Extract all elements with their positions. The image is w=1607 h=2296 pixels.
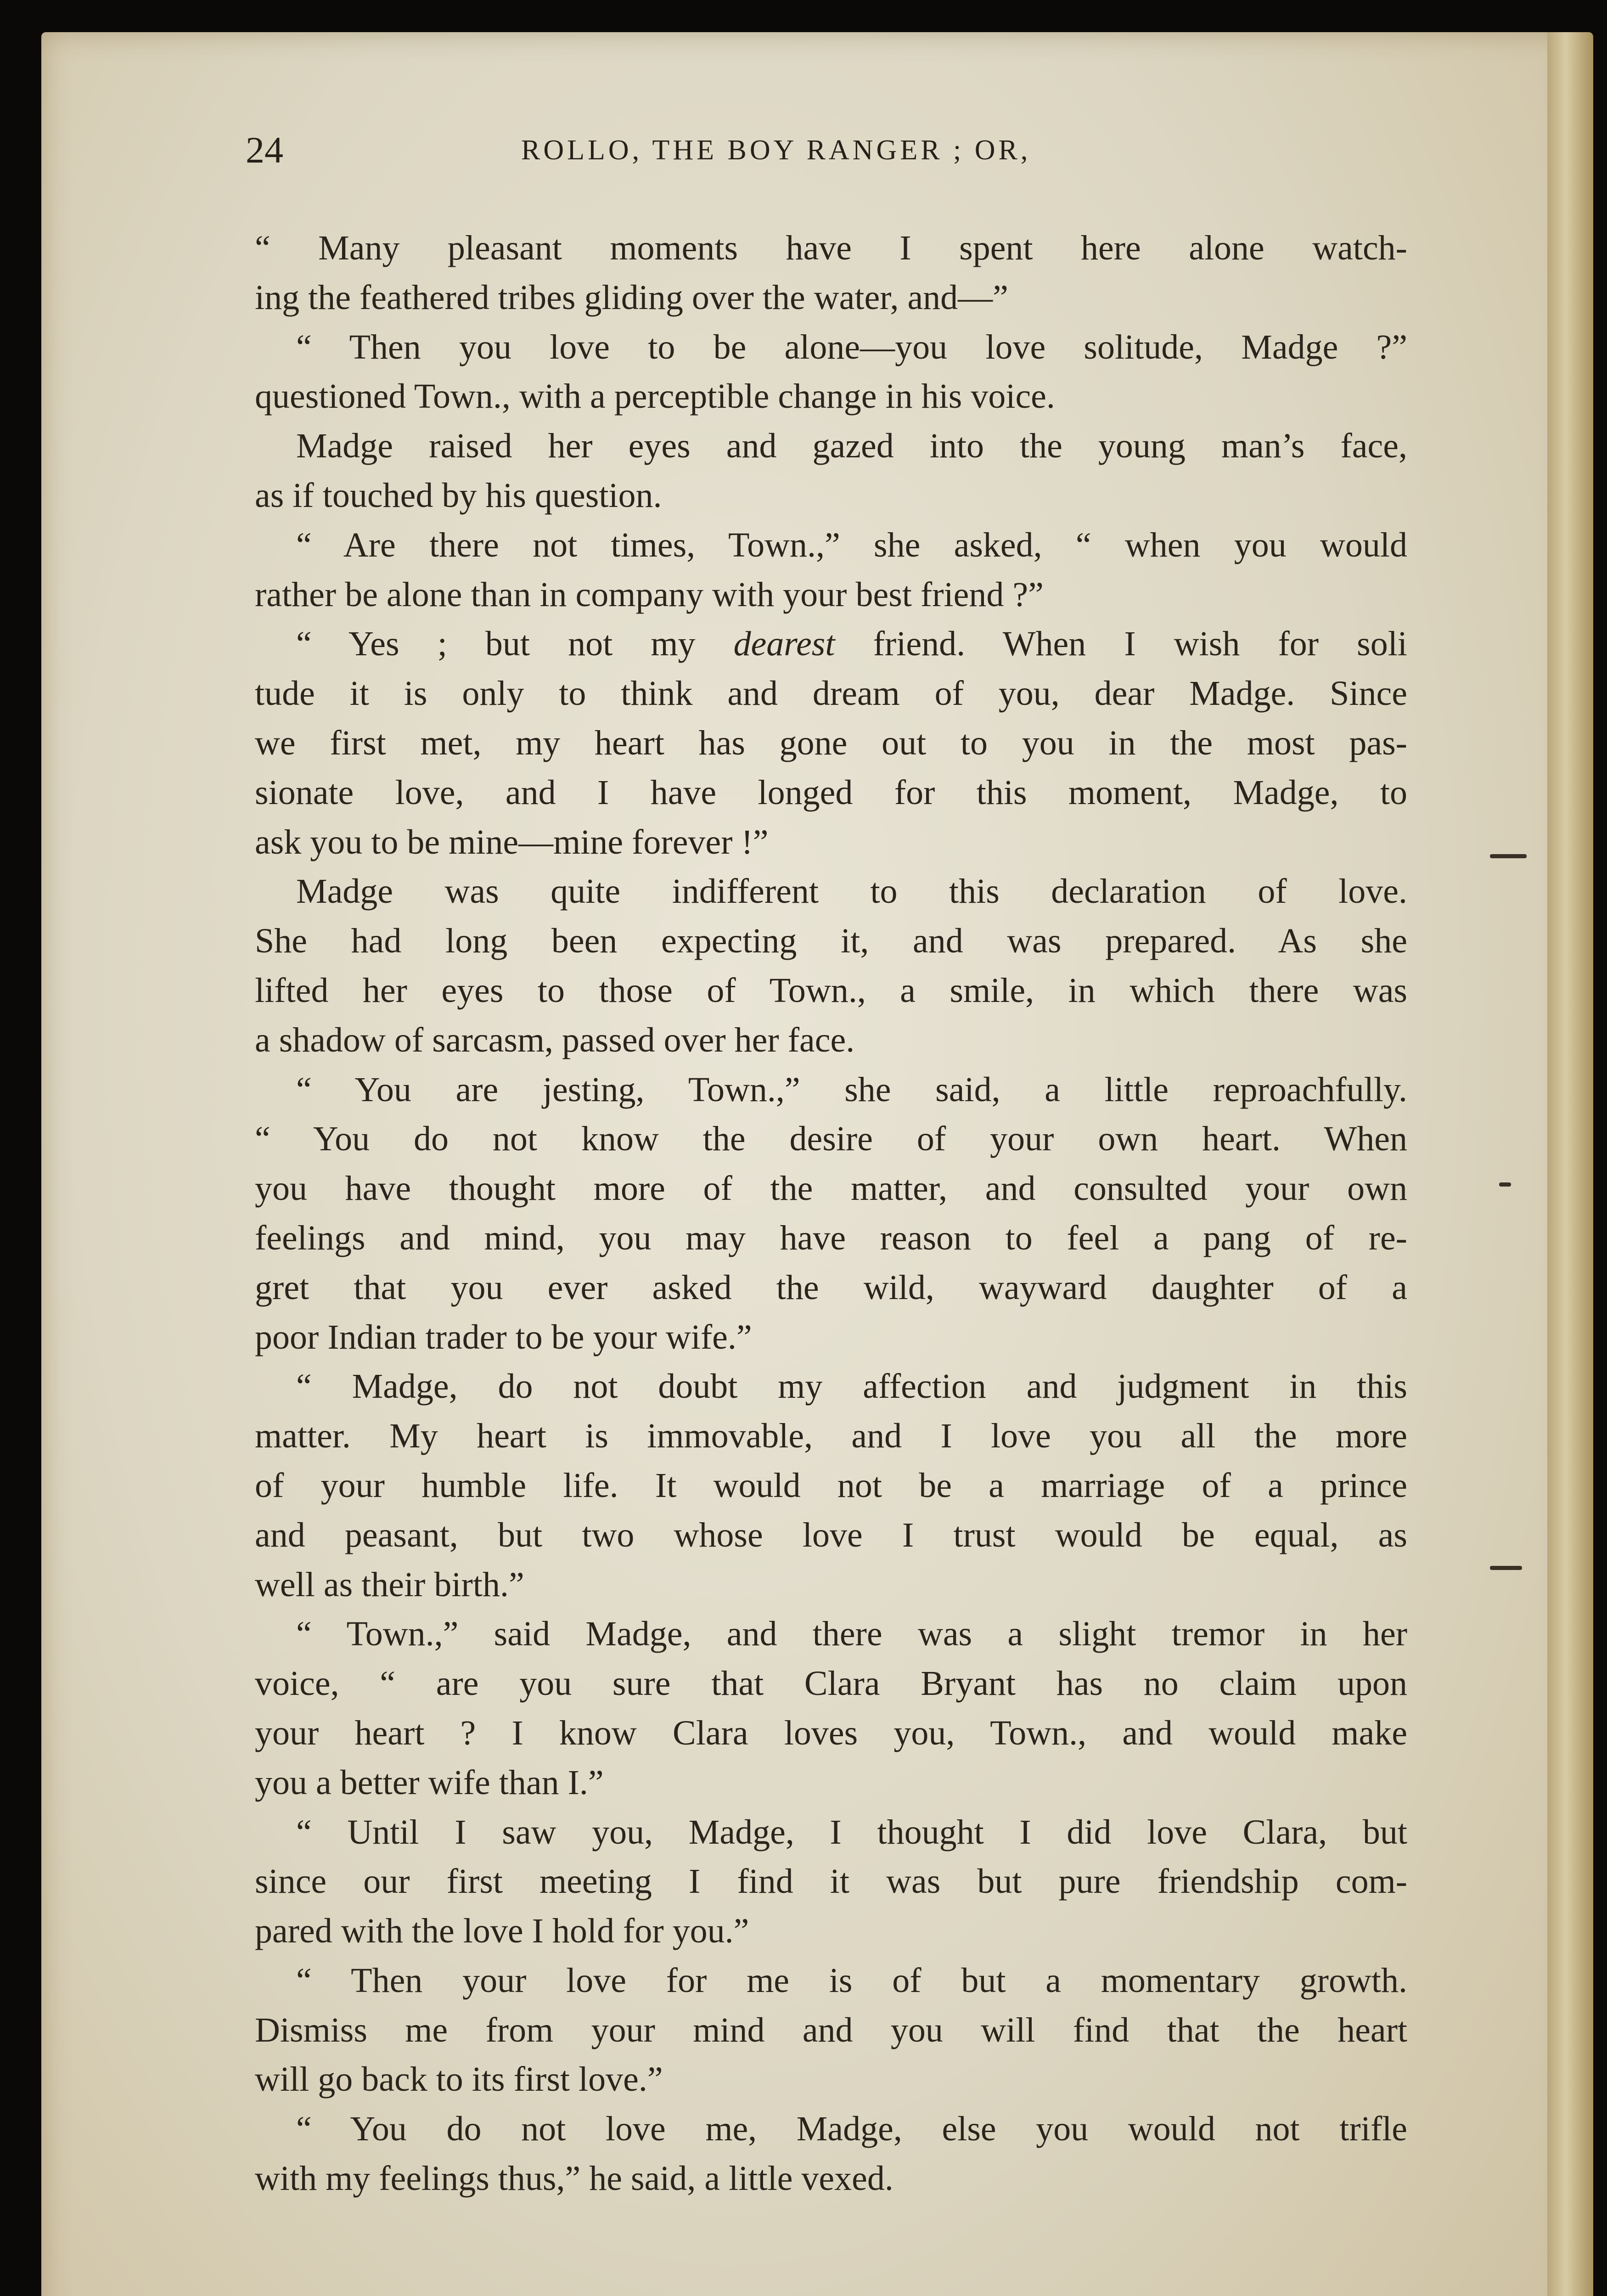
- body-text: [255, 224, 1407, 2204]
- text-line: well as their birth.”: [255, 1565, 524, 1604]
- emphasized-word: dearest: [733, 625, 835, 664]
- margin-mark: [1499, 1182, 1511, 1187]
- text-line: you have thought more of the matter, and consulted your own: [255, 1169, 1407, 1208]
- text-line: “ Yes ; but not my dearest friend. When I wish for soli: [296, 625, 1407, 664]
- text-line: and peasant, but two whose love I trust would be equal, as: [255, 1515, 1407, 1554]
- text-line: we first met, my heart has gone out to you in the most pas-: [255, 723, 1407, 762]
- text-line: as if touched by his question.: [255, 476, 662, 515]
- text-line: “ Then you love to be alone—you love solitude, Madge ?”: [296, 327, 1407, 366]
- text-line: matter. My heart is immovable, and I love you all the more: [255, 1417, 1407, 1456]
- text-line: a shadow of sarcasm, passed over her face.: [255, 1020, 855, 1059]
- text-line: questioned Town., with a perceptible change in his voice.: [255, 377, 1055, 416]
- text-line: “ Town.,” said Madge, and there was a slight tremor in her: [296, 1615, 1407, 1654]
- text-line: “ You are jesting, Town.,” she said, a little reproachfully.: [296, 1070, 1407, 1109]
- text-line: “ You do not know the desire of your own heart. When: [255, 1120, 1407, 1159]
- text-line: ing the feathered tribes gliding over the water, and—”: [255, 278, 1008, 317]
- text-line: rather be alone than in company with your best friend ?”: [255, 575, 1044, 614]
- text-line: ask you to be mine—mine forever !”: [255, 822, 769, 861]
- text-line: gret that you ever asked the wild, wayward daughter of a: [255, 1268, 1407, 1307]
- text-line: pared with the love I hold for you.”: [255, 1912, 749, 1951]
- text-line: with my feelings thus,” he said, a little vexed.: [255, 2159, 893, 2198]
- text-line: lifted her eyes to those of Town., a smile, in which there was: [255, 971, 1407, 1010]
- text-line: of your humble life. It would not be a marriage of a prince: [255, 1466, 1407, 1505]
- text-line: “ Many pleasant moments have I spent here alone watch-: [255, 229, 1407, 267]
- text-line: “ Are there not times, Town.,” she asked, “ when you would: [296, 525, 1407, 564]
- text-line: She had long been expecting it, and was prepared. As she: [255, 922, 1407, 961]
- text-line: Madge raised her eyes and gazed into the young man’s face,: [296, 427, 1407, 466]
- text-line: “ You do not love me, Madge, else you would not trifle: [296, 2110, 1407, 2149]
- text-line: “ Then your love for me is of but a momentary growth.: [296, 1961, 1407, 2000]
- margin-mark: [1490, 854, 1527, 858]
- text-line: tude it is only to think and dream of you, dear Madge. Since: [255, 674, 1407, 713]
- text-line: voice, “ are you sure that Clara Bryant has no claim upon: [255, 1664, 1407, 1703]
- margin-mark: [1490, 1566, 1522, 1570]
- text-line: poor Indian trader to be your wife.”: [255, 1317, 752, 1356]
- page-number: 24: [246, 129, 283, 171]
- text-line: since our first meeting I find it was but pure friendship com-: [255, 1862, 1407, 1901]
- text-line: “ Until I saw you, Madge, I thought I did love Clara, but: [296, 1812, 1407, 1851]
- page-edge: [1547, 32, 1593, 2296]
- text-line: Dismiss me from your mind and you will find that the heart: [255, 2010, 1407, 2049]
- text-line: sionate love, and I have longed for this moment, Madge, to: [255, 773, 1407, 812]
- text-line: feelings and mind, you may have reason to feel a pang of re-: [255, 1218, 1407, 1257]
- running-head: ROLLO, THE BOY RANGER ; OR,: [521, 135, 1031, 166]
- text-line: your heart ? I know Clara loves you, Town., and would make: [255, 1713, 1407, 1752]
- text-line: “ Madge, do not doubt my affection and judgment in this: [296, 1367, 1407, 1406]
- text-line: Madge was quite indifferent to this declaration of love.: [296, 872, 1407, 911]
- text-line: you a better wife than I.”: [255, 1763, 604, 1802]
- page-header: [246, 129, 1412, 184]
- text-line: will go back to its first love.”: [255, 2060, 663, 2099]
